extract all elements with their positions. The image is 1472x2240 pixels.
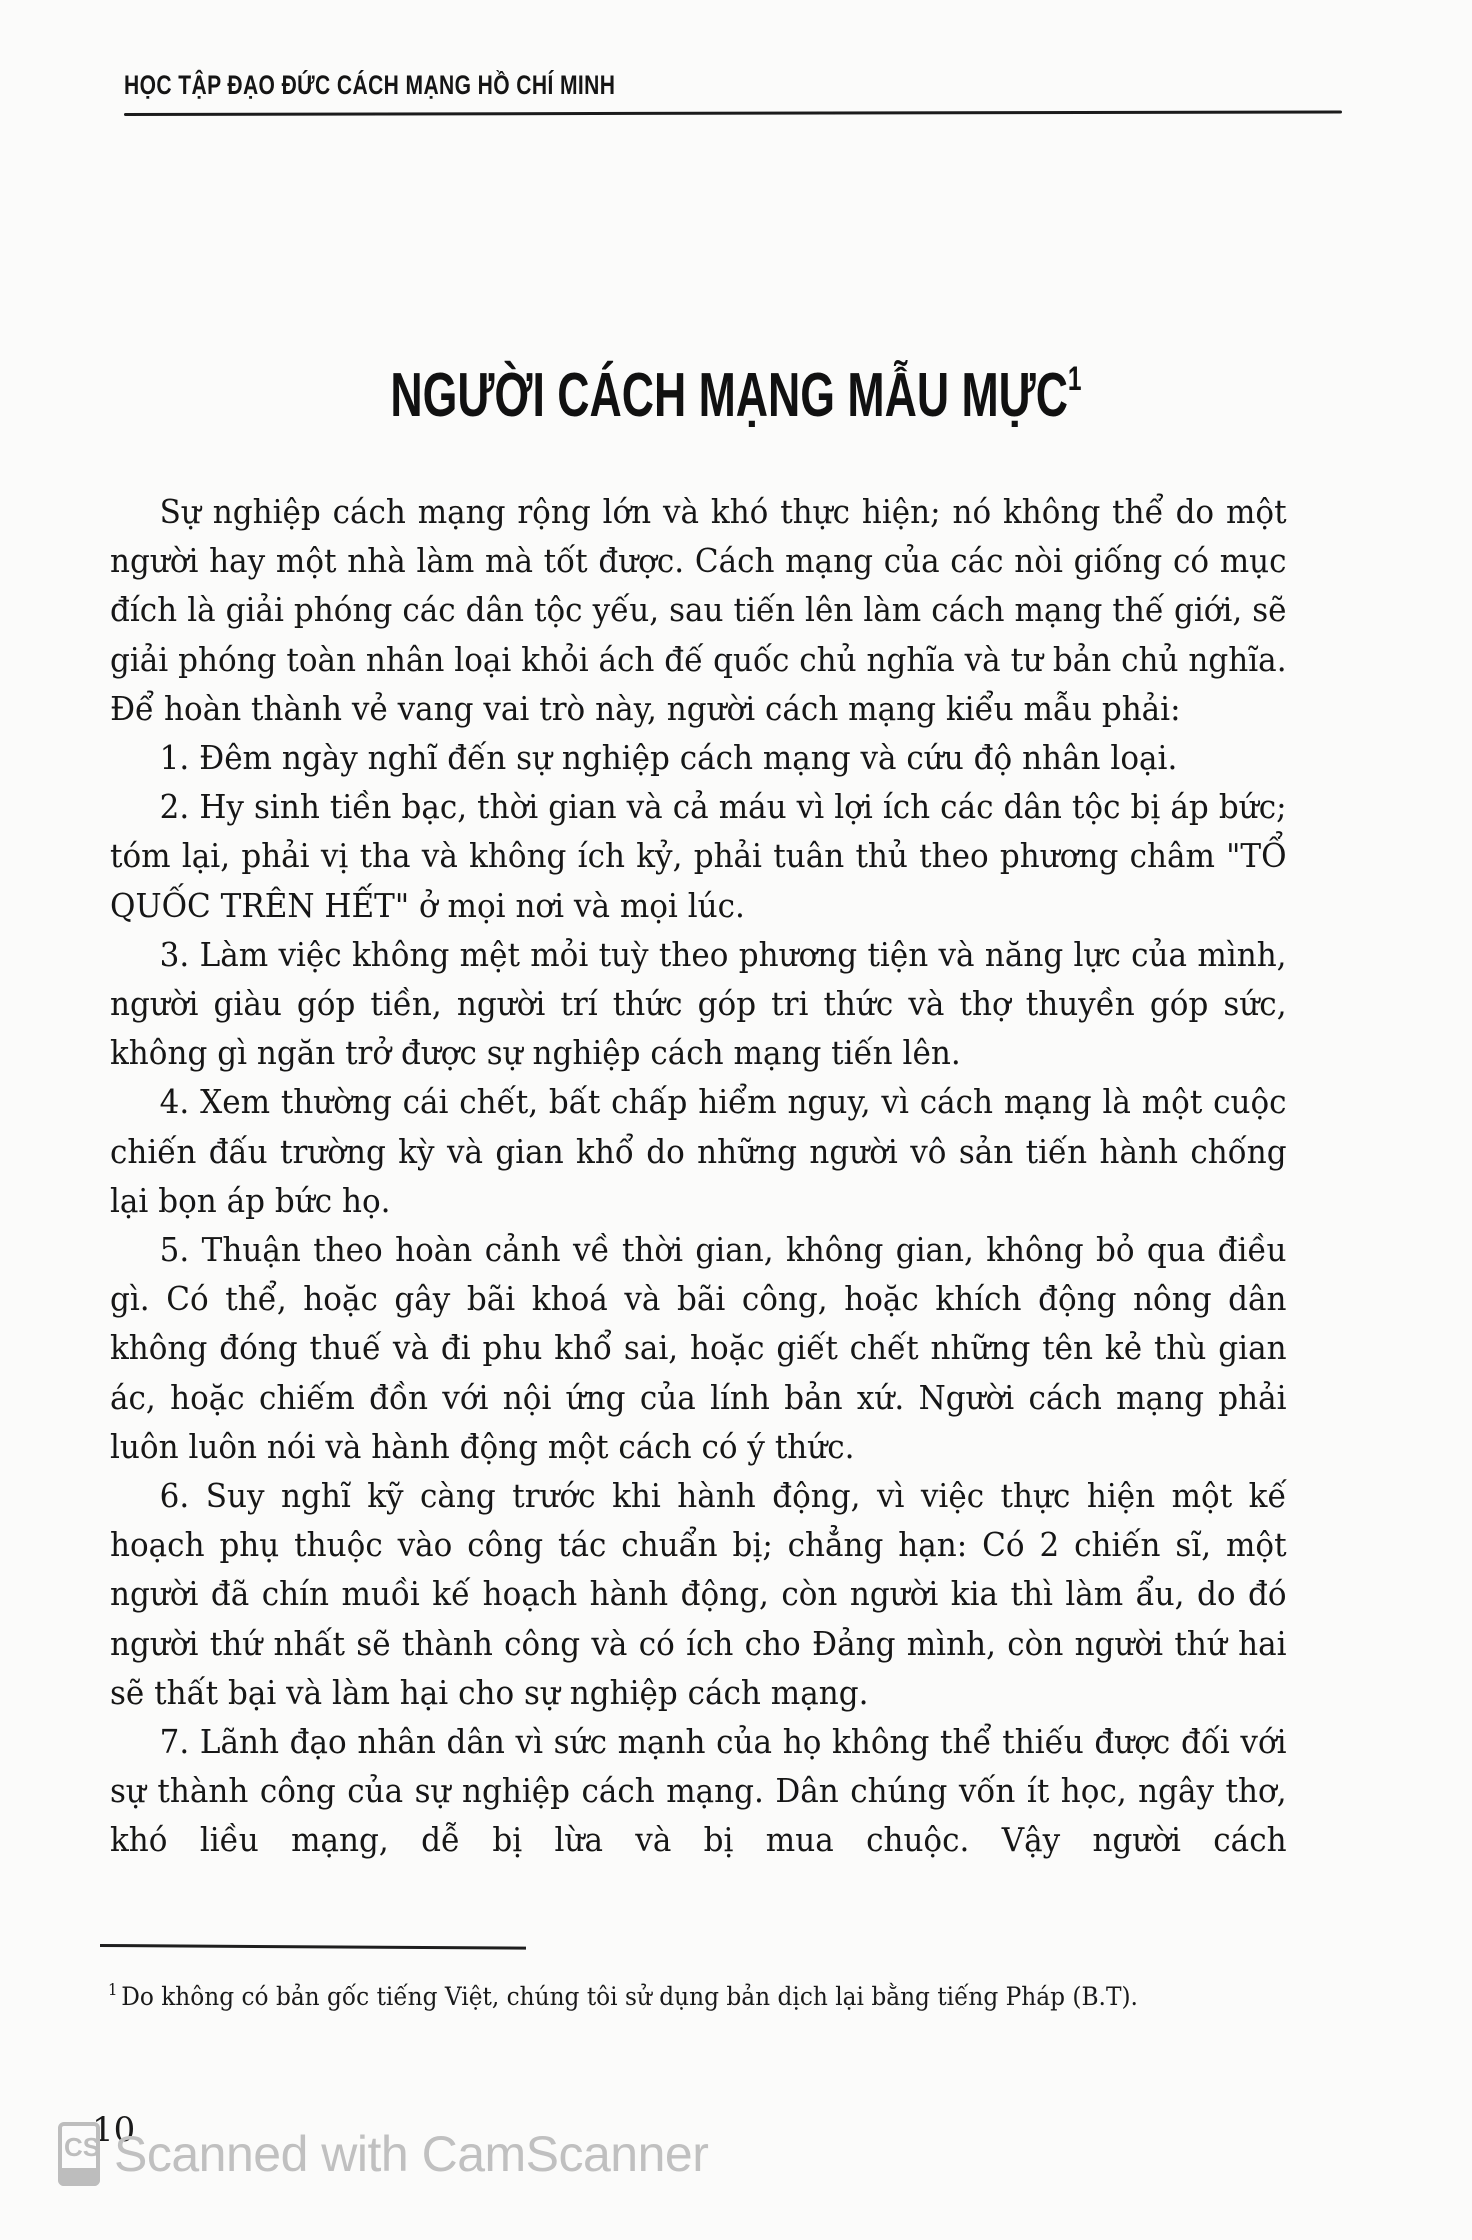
title-footnote-marker: 1 (1067, 359, 1082, 398)
page-number: 10 (92, 2110, 136, 2150)
list-item-7: 7. Lãnh đạo nhân dân vì sức mạnh của họ không thể thiếu được đối với sự thành công của sự nghiệp cách mạng. Dân chúng vốn ít học, ngây thơ, khó liều mạng, dễ bị lừa và bị mua chuộc. Vậy người cách (110, 1723, 1287, 1860)
paragraph-intro: Sự nghiệp cách mạng rộng lớn và khó thực hiện; nó không thể do một người hay một nhà làm mà tốt được. Cách mạng của các nòi giống có mục đích là giải phóng các dân tộc yếu, sau tiến lên làm cách mạng thế giới, sẽ giải phóng toàn nhân loại khỏi ách đế quốc chủ nghĩa và tư bản chủ nghĩa. Để hoàn thành vẻ vang vai trò này, người cách mạng kiểu mẫu phải: (110, 493, 1287, 728)
body-text (110, 488, 1287, 1866)
list-item-5: 5. Thuận theo hoàn cảnh về thời gian, không gian, không bỏ qua điều gì. Có thể, hoặc gây bãi khoá và bãi công, hoặc khích động nông dân không đóng thuế và đi phu khổ sai, hoặc giết chết những tên kẻ thù gian ác, hoặc chiếm đồn với nội ứng của lính bản xứ. Người cách mạng phải luôn luôn nói và hành động một cách có ý thức. (110, 1231, 1287, 1466)
camscanner-logo-icon (58, 2122, 100, 2186)
footnote (108, 1972, 1280, 2015)
running-head: HỌC TẬP ĐẠO ĐỨC CÁCH MẠNG HỒ CHÍ MINH (124, 70, 616, 100)
camscanner-logo-text: CS (64, 2132, 101, 2162)
list-item-2: 2. Hy sinh tiền bạc, thời gian và cả máu vì lợi ích các dân tộc bị áp bức; tóm lại, phải vị tha và không ích kỷ, phải tuân thủ theo phương châm "TỔ QUỐC TRÊN HẾT" ở mọi nơi và mọi lúc. (110, 788, 1287, 925)
list-item-3: 3. Làm việc không mệt mỏi tuỳ theo phương tiện và năng lực của mình, người giàu góp tiền, người trí thức góp tri thức và thợ thuyền góp sức, không gì ngăn trở được sự nghiệp cách mạng tiến lên. (110, 935, 1287, 1073)
header-rule (124, 110, 1342, 116)
footnote-marker: 1 (108, 1980, 118, 1999)
list-item-6: 6. Suy nghĩ kỹ càng trước khi hành động, vì việc thực hiện một kế hoạch phụ thuộc vào công tác chuẩn bị; chẳng hạn: Có 2 chiến sĩ, một người đã chín muồi kế hoạch hành động, còn người kia thì làm ẩu, do đó người thứ nhất sẽ thành công và có ích cho Đảng mình, còn người thứ hai sẽ thất bại và làm hại cho sự nghiệp cách mạng. (110, 1477, 1287, 1712)
camscanner-watermark (58, 2122, 708, 2186)
footnote-text: Do không có bản gốc tiếng Việt, chúng tôi sử dụng bản dịch lại bằng tiếng Pháp (B.T). (121, 1982, 1138, 2011)
chapter-title (0, 360, 1472, 431)
footnote-rule (100, 1944, 526, 1950)
list-item-4: 4. Xem thường cái chết, bất chấp hiểm nguy, vì cách mạng là một cuộc chiến đấu trường kỳ và gian khổ do những người vô sản tiến hành chống lại bọn áp bức họ. (110, 1083, 1287, 1220)
list-item-1: 1. Đêm ngày nghĩ đến sự nghiệp cách mạng và cứu độ nhân loại. (159, 739, 1178, 778)
watermark-text: Scanned with CamScanner (114, 2126, 709, 2182)
chapter-title-text: NGƯỜI CÁCH MẠNG MẪU MỰC (390, 360, 1068, 430)
